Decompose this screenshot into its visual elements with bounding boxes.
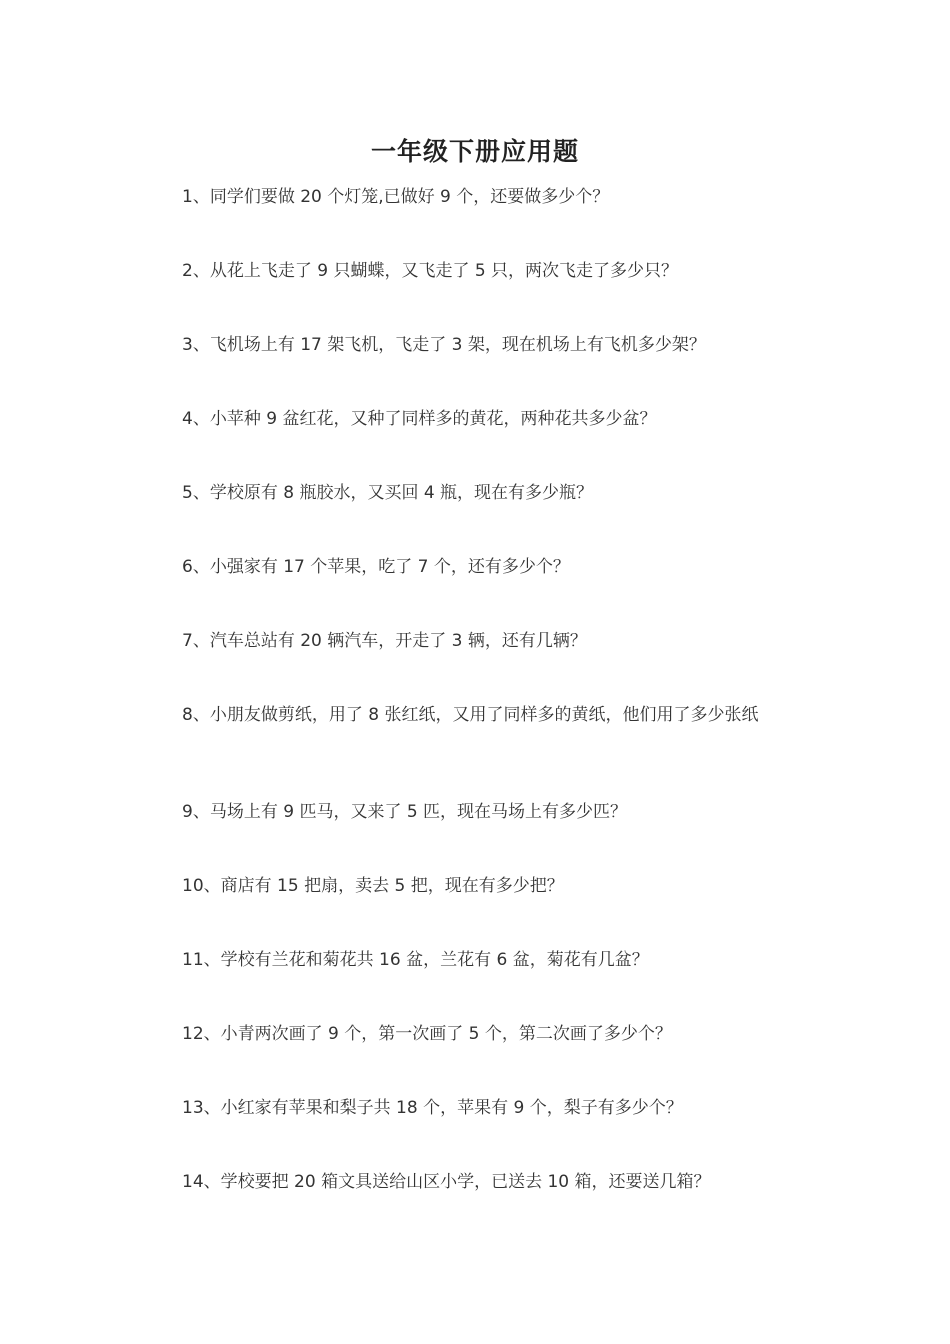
question-6: 6、小强家有 17 个苹果，吃了 7 个，还有多少个？	[182, 557, 570, 577]
question-2: 2、从花上飞走了 9 只蝴蝶，又飞走了 5 只，两次飞走了多少只？	[182, 261, 679, 281]
question-5: 5、学校原有 8 瓶胶水，又买回 4 瓶，现在有多少瓶？	[182, 483, 594, 503]
question-7: 7、汽车总站有 20 辆汽车，开走了 3 辆，还有几辆？	[182, 631, 587, 651]
question-9: 9、马场上有 9 匹马，又来了 5 匹，现在马场上有多少匹？	[182, 802, 628, 822]
question-3: 3、飞机场上有 17 架飞机，飞走了 3 架，现在机场上有飞机多少架？	[182, 335, 706, 355]
question-13: 13、小红家有苹果和梨子共 18 个，苹果有 9 个，梨子有多少个？	[182, 1098, 683, 1118]
question-4: 4、小苹种 9 盆红花，又种了同样多的黄花，两种花共多少盆？	[182, 409, 657, 429]
question-1: 1、同学们要做 20 个灯笼,已做好 9 个，还要做多少个？	[182, 187, 610, 207]
question-11: 11、学校有兰花和菊花共 16 盆，兰花有 6 盆，菊花有几盆？	[182, 950, 649, 970]
question-8: 8、小朋友做剪纸，用了 8 张红纸，又用了同样多的黄纸，他们用了多少张纸	[182, 705, 759, 725]
question-10: 10、商店有 15 把扇，卖去 5 把，现在有多少把？	[182, 876, 564, 896]
document-title: 一年级下册应用题	[370, 137, 579, 166]
question-14: 14、学校要把 20 箱文具送给山区小学，已送去 10 箱，还要送几箱？	[182, 1172, 711, 1192]
question-12: 12、小青两次画了 9 个，第一次画了 5 个，第二次画了多少个？	[182, 1024, 672, 1044]
